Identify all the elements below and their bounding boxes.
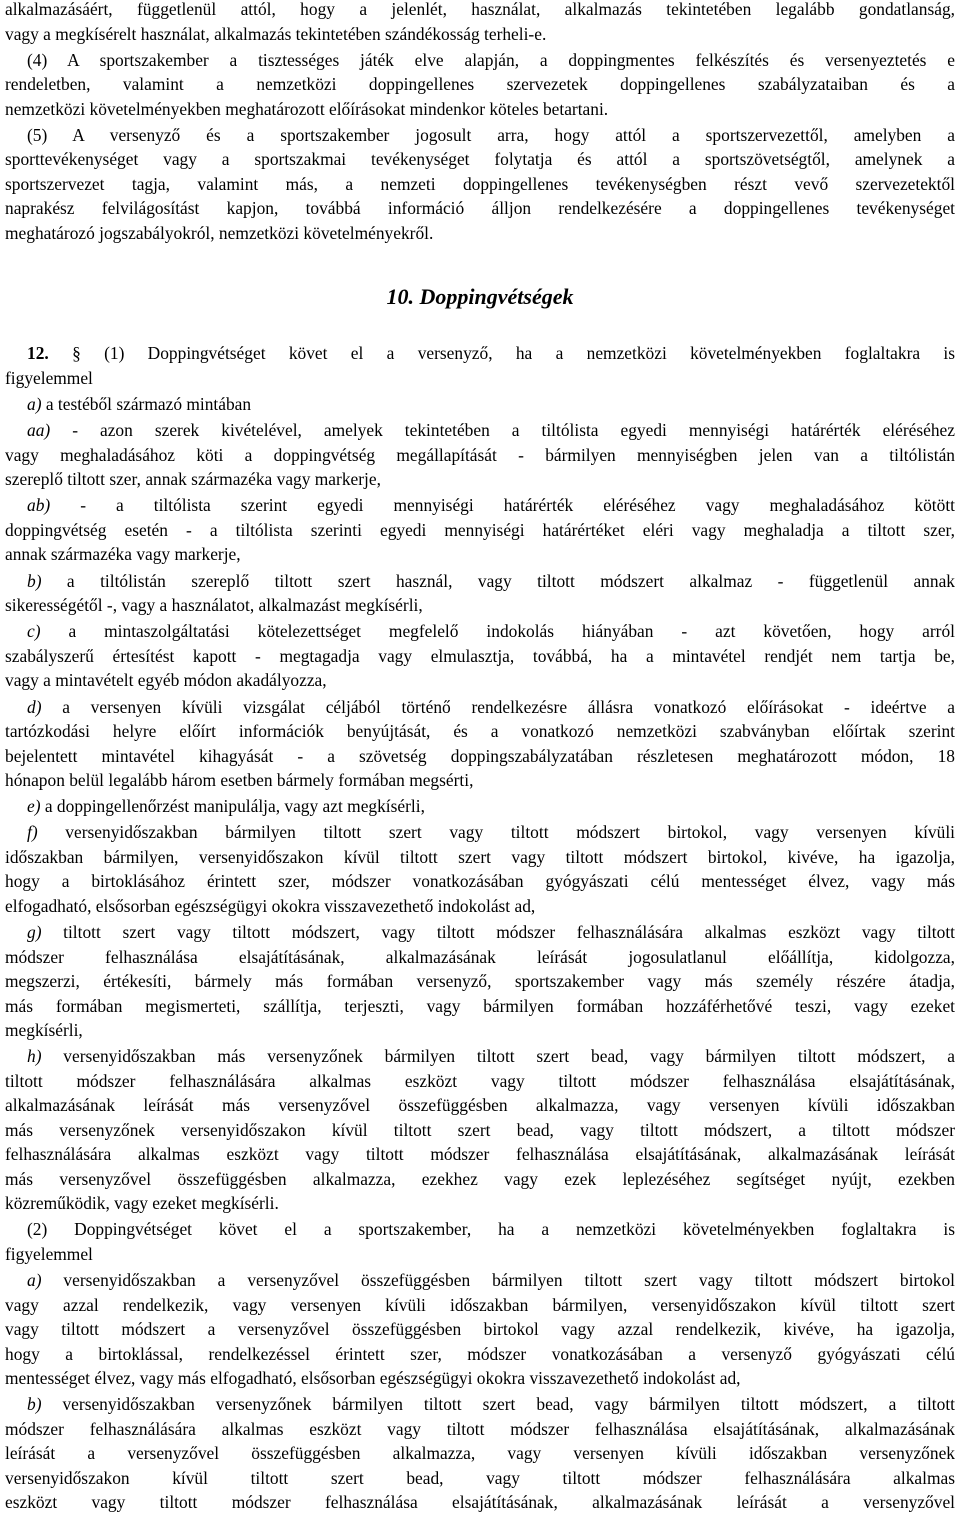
line-text: közreműködik, vagy ezeket megkísérli. [5,1193,279,1214]
line-text: időszakban bármilyen, versenyidőszakon kívül tiltott szert vagy tiltott módszert birtokol, kivéve, ha igazolja, [5,846,955,867]
line-text: versenyidőszakban versenyzőnek bármilyen tiltott szert bead, vagy bármilyen tiltott módszert, a tiltott [41,1394,955,1415]
text-line [5,196,955,221]
text-line [5,1268,955,1293]
paragraph [5,1268,955,1391]
line-text: megszerzi, értékesíti, bármely más formában versenyző, sportszakember vagy más személy részére átadja, [5,971,955,992]
line-text: elfogadható, elsősorban egészségügyi okokra visszavezethető indokolást ad, [5,895,536,916]
line-text: leírását a versenyzővel összefüggésben alkalmazza, vagy versenyen kívüli időszakban versenyzőnek [5,1443,955,1464]
text-line [5,744,955,769]
text-line [5,123,955,148]
line-text: (5) A versenyző és a sportszakember jogosult arra, hogy attól a sportszervezettől, amelyben a [27,124,955,145]
text-line [5,869,955,894]
item-label: g) [27,922,42,943]
line-text: más versenyzőnek versenyidőszakon kívül tiltott szert bead, vagy tiltott módszert, a tiltott módszer [5,1119,955,1140]
text-line [5,1217,955,1242]
text-line [5,1044,955,1069]
text-line [5,695,955,720]
paragraph [5,695,955,793]
text-line [5,920,955,945]
paragraph [5,820,955,918]
item-label: f) [27,822,38,843]
text-line [5,418,955,443]
text-line [5,518,955,543]
line-text: megkísérli, [5,1020,83,1041]
text-line [5,768,955,793]
line-text: figyelemmel [5,367,93,388]
text-line [5,1317,955,1342]
paragraph [5,920,955,1043]
paragraph [5,48,955,122]
item-label: b) [27,570,42,591]
paragraph [5,1044,955,1216]
line-text: versenyidőszakon kívül tiltott szert bead, vagy tiltott módszer felhasználására alkalmas [5,1467,955,1488]
section-heading: 10. Doppingvétségek [386,284,574,310]
text-line [5,1167,955,1192]
paragraph [5,0,955,46]
text-line [5,994,955,1019]
paragraph [5,794,955,819]
line-text: sportszervezet tagja, valamint más, a nemzeti doppingellenes tevékenységben részt vevő szervezetektől [5,173,955,194]
text-line [5,493,955,518]
text-line [5,1242,955,1267]
text-line [5,1392,955,1417]
paragraph [5,1217,955,1266]
text-line [5,1342,955,1367]
line-text: felhasználására alkalmas eszközt vagy tiltott módszer felhasználása elsajátításának, alkalmazásának leírását [5,1144,955,1165]
paragraph [5,341,955,390]
line-text: figyelemmel [5,1243,93,1264]
line-text: doppingvétség esetén - a tiltólista szerinti egyedi mennyiségi határértéket eléri vagy meghaladja a tiltott szer, [5,519,955,540]
text-line [5,945,955,970]
line-text: vagy meghaladásához köti a doppingvétség megállapítását - bármilyen mennyiségben jelen van a tiltólistán [5,444,955,465]
text-line [5,1118,955,1143]
line-text: naprakész felvilágosítást kapjon, továbbá információ álljon rendelkezésére a doppingellenes tevékenységet [5,198,955,219]
text-line [5,894,955,919]
text-line [5,969,955,994]
line-text: vagy a megkísérelt használat, alkalmazás tekintetében szándékosság terheli-e. [5,23,547,44]
line-text: a versenyen kívüli vizsgálat céljából történő rendelkezésre állásra vonatkozó előírásokat - ideértve a [41,696,955,717]
text-line [5,1142,955,1167]
text-line [5,1093,955,1118]
text-line [5,1069,955,1094]
item-label: a) [27,1270,42,1291]
line-text: vagy azzal rendelkezik, vagy versenyen kívüli időszakban bármilyen, versenyidőszakon kívül tiltott szert [5,1294,955,1315]
text-line [5,719,955,744]
line-text: más formában megismerteti, szállítja, terjeszti, vagy bármilyen formában hozzáférhetővé teszi, vagy ezeket [5,995,955,1016]
line-text: módszer felhasználására alkalmas eszközt vagy tiltott módszer felhasználása elsajátításának, alkalmazásának [5,1418,955,1439]
line-text: mentességet élvez, vagy más elfogadható, elsősorban egészségügyi okokra visszavezethető indokolást ad, [5,1368,741,1389]
item-label: 12. [27,343,49,364]
line-text: versenyidőszakban a versenyzővel összefüggésben bármilyen tiltott szert vagy tiltott módszert birtokol [41,1270,955,1291]
line-text: annak származéka vagy markerje, [5,544,241,565]
line-text: eszközt vagy tiltott módszer felhasználása elsajátításának, alkalmazásának leírását a versenyzővel [5,1492,955,1513]
paragraph [5,418,955,492]
line-text: a testéből származó mintában [41,394,252,415]
text-line [5,1490,955,1515]
item-label: e) [27,796,41,817]
line-text: (4) A sportszakember a tisztességes játék elve alapján, a doppingmentes felkészítés és versenyeztetés e [27,49,955,70]
text-line [5,1417,955,1442]
paragraph [5,619,955,693]
text-line [5,48,955,73]
text-line [5,467,955,492]
item-label: a) [27,394,42,415]
paragraph [5,493,955,567]
paragraph [5,569,955,618]
line-text: vagy a mintavételt egyéb módon akadályozza, [5,670,327,691]
line-text: módszer felhasználása elsajátításának, alkalmazásának leírását jogosulatlanul előállítja, kidolgozza, [5,946,955,967]
line-text: sporttevékenységet vagy a sportszakmai tevékenységet folytatja és attól a sportszövetségtől, amelynek a [5,149,955,170]
line-text: hónapon belül legalább három esetben bármely formában megsérti, [5,770,474,790]
text-line [5,1018,955,1043]
line-text: nemzetközi követelményekben meghatározott előírásokat mindenkor köteles betartani. [5,98,609,119]
text-line [5,820,955,845]
line-text: alkalmazásának leírását más versenyzővel összefüggésben alkalmazza, vagy versenyen kívüli időszakban [5,1095,955,1116]
text-line [5,794,955,819]
text-line [5,341,955,366]
line-text: tiltott módszer felhasználására alkalmas eszközt vagy tiltott módszer felhasználása elsajátításának, [5,1070,955,1091]
item-label: c) [27,621,41,642]
line-text: - azon szerek kivételével, amelyek tekintetében a tiltólista egyedi mennyiségi határérték eléréséhez [50,420,955,441]
text-line [5,1441,955,1466]
paragraph [5,1392,955,1515]
line-text: vagy tiltott módszert a versenyzővel összefüggésben birtokol vagy azzal rendelkezik, kivéve, ha igazolja, [5,1319,955,1340]
text-line [5,619,955,644]
line-text: - a tiltólista szerint egyedi mennyiségi határérték eléréséhez vagy meghaladásához kötött [50,495,955,516]
line-text: versenyidőszakban bármilyen tiltott szert vagy tiltott módszert birtokol, vagy versenyen kívüli [37,822,955,843]
item-label: aa) [27,420,51,441]
line-text: meghatározó jogszabályokról, nemzetközi követelményekről. [5,222,434,243]
line-text: szabályszerű értesítést kapott - megtagadja vagy elmulasztja, továbbá, ha a mintavétel rendjét nem tartja be, [5,645,955,666]
line-text: (2) Doppingvétséget követ el a sportszakember, ha a nemzetközi követelményekben foglaltakra is [27,1219,955,1240]
line-text: § (1) Doppingvétséget követ el a versenyző, ha a nemzetközi követelményekben foglaltakra is [48,343,955,364]
line-text: rendeletben, valamint a nemzetközi doppingellenes szervezetek doppingellenes szabályzataiban és a [5,74,955,95]
text-line [5,172,955,197]
line-text: alkalmazásáért, függetlenül attól, hogy a jelenlét, használat, alkalmazás tekintetében legalább gondatlanság, [5,0,955,19]
text-line [5,569,955,594]
text-line [5,845,955,870]
line-text: tiltott szert vagy tiltott módszert, vagy tiltott módszer felhasználására alkalmas eszközt vagy tiltott [41,922,955,943]
line-text: sikerességétől -, vagy a használatot, alkalmazást megkísérli, [5,595,423,616]
text-line [5,443,955,468]
line-text: a doppingellenőrzést manipulálja, vagy azt megkísérli, [40,796,425,817]
item-label: ab) [27,495,51,516]
text-line [5,1293,955,1318]
item-label: d) [27,696,42,717]
text-line [5,1191,955,1216]
line-text: szereplő tiltott szer, annak származéka vagy markerje, [5,469,381,490]
text-line [5,97,955,122]
text-line [5,668,955,693]
item-label: h) [27,1046,42,1067]
line-text: a tiltólistán szereplő tiltott szert használ, vagy tiltott módszert alkalmaz - függetlenül annak [41,570,955,591]
text-line [5,366,955,391]
text-line [5,221,955,246]
line-text: versenyidőszakban más versenyzőnek bármilyen tiltott szert bead, vagy bármilyen tiltott módszert, a [41,1046,955,1067]
text-line [5,593,955,618]
text-line [5,22,955,47]
paragraph [5,123,955,246]
text-line [5,542,955,567]
line-text: más versenyzővel összefüggésben alkalmazza, ezekhez vagy ezek leplezéséhez segítséget nyújt, ezekben [5,1168,955,1189]
text-line [5,1366,955,1391]
text-line [5,644,955,669]
item-label: b) [27,1394,42,1415]
line-text: hogy a birtoklással, rendelkezéssel érintett szer, módszer vonatkozásában a versenyző gyógyászati célú [5,1343,955,1364]
text-line [5,72,955,97]
text-line [5,392,955,417]
line-text: tartózkodási helyre előírt információk benyújtását, és a vonatkozó nemzetközi szabványban előírtak szerint [5,721,955,741]
text-line [5,1466,955,1491]
line-text: hogy a birtoklásához érintett szer, módszer vonatkozásában gyógyászati célú mentességet élvez, vagy más [5,871,955,892]
document-page [5,0,955,1515]
line-text: a mintaszolgáltatási kötelezettséget megfelelő indokolás hiányában - azt követően, hogy arról [40,621,955,642]
paragraph [5,392,955,417]
text-line [5,147,955,172]
line-text: bejelentett mintavétel kihagyását - a szövetség doppingszabályzatában részletesen meghatározott módon, 18 [5,745,955,766]
text-line [5,0,955,22]
